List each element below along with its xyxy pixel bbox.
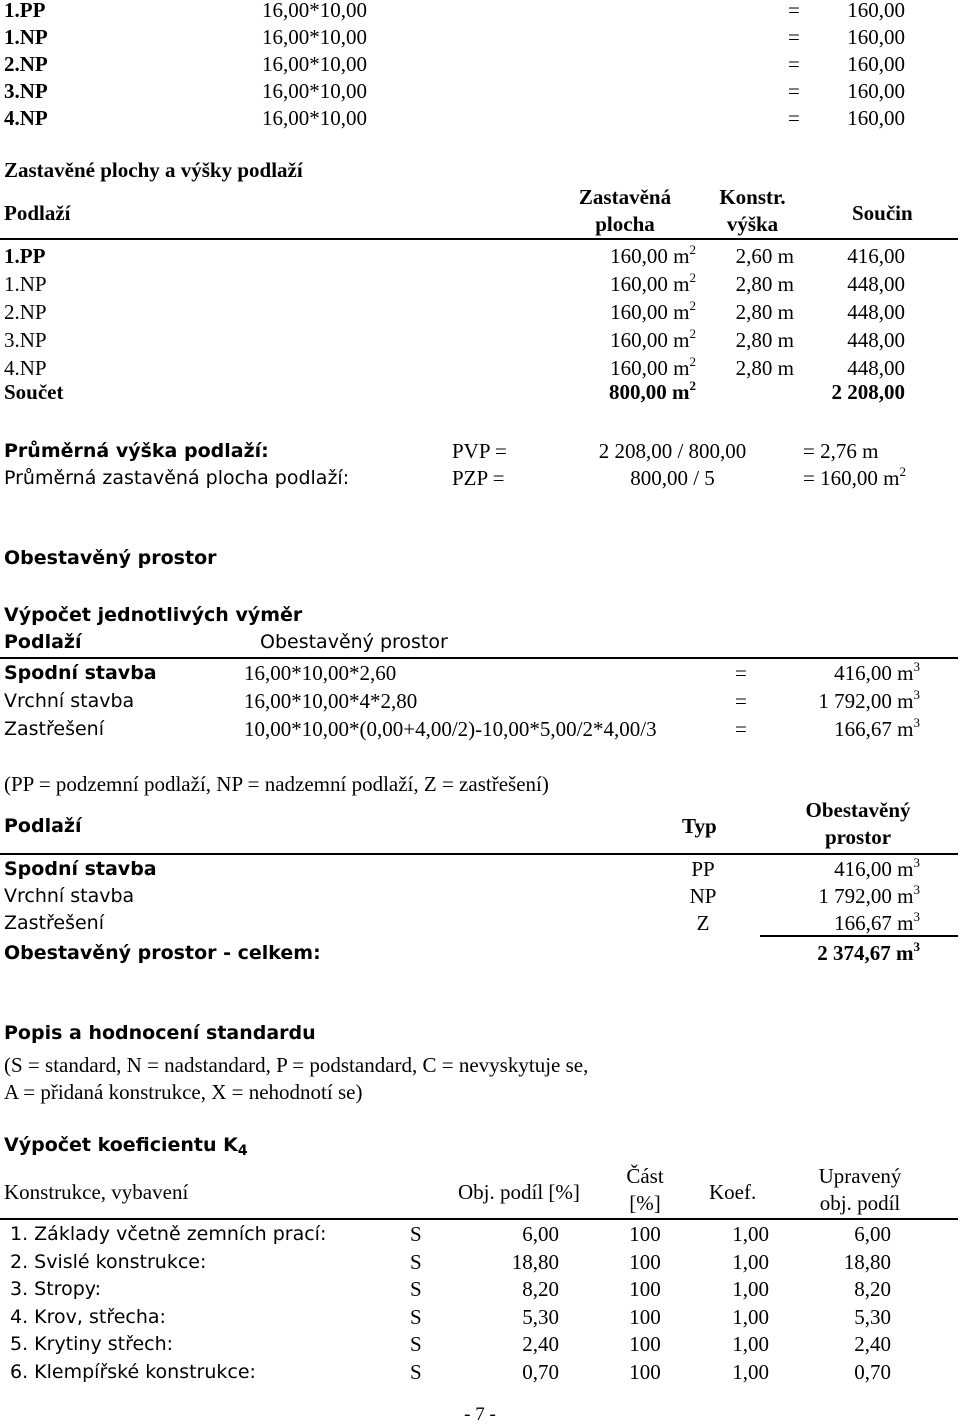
coef-row-share: 2,40 [522,1332,559,1356]
built-row-product: 448,00 [847,328,905,352]
floor-area-value: 160,00 [847,25,905,49]
sum-area: 800,00 $m^2$ [609,378,696,404]
coef-title: Výpočet koeficientu $K_4$ [4,1134,248,1159]
coef-row-std: S [410,1222,422,1246]
pvp-result: = 2,76 m [803,439,879,463]
summary-total-rule [760,935,958,937]
coef-row-std: S [410,1277,422,1301]
built-row-height: 2,80 m [735,300,794,324]
page-number: - 7 - [464,1404,496,1425]
summary-row-type: NP [689,884,717,908]
built-row-product: 448,00 [847,356,905,380]
built-row-area: 160,00 $m^2$ [610,270,696,296]
pzp-result: = 160,00 $m^2$ [803,464,906,490]
floor-area-eq: = [788,25,800,49]
table-rule [0,238,958,240]
built-row-area: 160,00 $m^2$ [610,242,696,268]
built-row-floor: 4.NP [4,356,47,380]
volume-row-eq: = [735,689,747,713]
coef-row-coef: 1,00 [732,1332,769,1356]
coef-rule [0,1218,958,1220]
volume-subtitle: Výpočet jednotlivých výměr [4,604,303,626]
sum-label: Součet [4,380,64,404]
volume-row-eq: = [735,661,747,685]
coef-row-share: 18,80 [511,1249,559,1274]
coef-row-part: 100 [629,1304,661,1329]
built-row-floor: 1.PP [4,244,46,268]
built-row-floor: 2.NP [4,300,47,324]
coef-col-adjusted [800,1163,920,1217]
pvp-formula: 2 208,00 / 800,00 [598,439,747,463]
built-row-height: 2,80 m [735,356,794,380]
floor-area-formula: 16,00*10,00 [262,79,367,103]
coef-row-coef: 1,00 [732,1249,769,1274]
col-header-height-l2: výška [726,212,779,236]
floor-area-label: 4.NP [4,106,48,130]
coef-row-name: 5. Krytiny střech: [10,1333,174,1355]
summary-row-type: PP [691,857,715,881]
pzp-key: PZP = [452,466,505,490]
coef-col-share: Obj. podíl [%] [458,1180,580,1204]
built-row-product: 448,00 [847,272,905,296]
volume-row-name: Spodní stavba [4,662,157,684]
pvp-key: PVP = [452,439,507,463]
coef-row-adjusted: 0,70 [854,1359,891,1384]
col-header-product: Součin [852,201,913,225]
volume-row-value: 1 792,00 $m^3$ [818,687,920,713]
built-row-product: 448,00 [847,300,905,324]
built-row-height: 2,60 m [735,244,794,268]
floor-area-eq: = [788,79,800,103]
coef-col-adj-l1: Upravený [818,1164,902,1188]
floor-area-formula: 16,00*10,00 [262,0,367,22]
volume-col-space: Obestavěný prostor [260,631,448,653]
summary-row-value: 166,67 $m^3$ [834,909,920,935]
coef-row-std: S [410,1359,422,1384]
floor-area-formula: 16,00*10,00 [262,106,367,130]
summary-total-value: 2 374,67 $m^3$ [817,939,920,965]
floor-area-eq: = [788,0,800,22]
pvp-label: Průměrná výška podlaží: [4,440,269,462]
standard-title: Popis a hodnocení standardu [4,1022,316,1044]
coef-row-name: 1. Základy včetně zemních prací: [10,1223,327,1245]
built-row-height: 2,80 m [735,272,794,296]
sum-product: 2 208,00 [831,380,905,404]
built-row-area: 160,00 $m^2$ [610,298,696,324]
built-row-floor: 1.NP [4,272,47,296]
coef-row-name: 4. Krov, střecha: [10,1305,166,1328]
volume-row-formula: 16,00*10,00*2,60 [244,661,397,685]
floor-area-label: 2.NP [4,52,48,76]
coef-row-adjusted: 2,40 [854,1332,891,1356]
coef-col-part [605,1163,685,1217]
summary-row-name: Vrchní stavba [4,885,135,907]
summary-col-space-l1: Obestavěný [805,798,911,822]
coef-row-part: 100 [629,1277,661,1301]
coef-col-part-l2: [%] [629,1191,661,1215]
coef-row-part: 100 [629,1222,661,1246]
floor-area-formula: 16,00*10,00 [262,25,367,49]
coef-row-name: 2. Svislé konstrukce: [10,1250,207,1273]
coef-row-std: S [410,1332,422,1356]
standard-line2: A = přidaná konstrukce, X = nehodnotí se) [4,1080,363,1104]
coef-col-adj-l2: obj. podíl [819,1191,901,1215]
coef-row-part: 100 [629,1249,661,1274]
coef-row-adjusted: 18,80 [843,1249,891,1274]
coef-row-part: 100 [629,1359,661,1384]
built-row-area: 160,00 $m^2$ [610,354,696,380]
summary-col-space-l2: prostor [824,825,892,849]
col-header-height-l1: Konstr. [719,185,786,209]
summary-col-floor: Podlaží [4,815,82,837]
volume-row-value: 166,67 $m^3$ [834,715,920,741]
volume-title: Obestavěný prostor [4,547,217,569]
summary-row-value: 416,00 $m^3$ [834,855,920,881]
volume-row-name: Vrchní stavba [4,690,135,712]
coef-row-share: 6,00 [522,1222,559,1246]
col-header-built-area-l1: Zastavěná [578,185,672,209]
coef-row-adjusted: 8,20 [854,1277,891,1301]
coef-row-std: S [410,1249,422,1274]
col-header-floor: Podlaží [4,201,71,225]
volume-row-eq: = [735,717,747,741]
floor-area-value: 160,00 [847,52,905,76]
coef-row-name: 6. Klempířské konstrukce: [10,1360,256,1383]
coef-row-coef: 1,00 [732,1222,769,1246]
built-area-title: Zastavěné plochy a výšky podlaží [4,158,303,182]
volume-row-formula: 16,00*10,00*4*2,80 [244,689,418,713]
built-row-height: 2,80 m [735,328,794,352]
volume-col-floor: Podlaží [4,631,82,653]
col-header-construction-height [705,184,800,238]
summary-row-name: Zastřešení [4,912,105,934]
volume-rule [0,657,958,659]
floor-area-value: 160,00 [847,79,905,103]
coef-row-coef: 1,00 [732,1359,769,1384]
pzp-label: Průměrná zastavěná plocha podlaží: [4,467,350,489]
summary-total-label: Obestavěný prostor - celkem: [4,942,321,964]
coef-col-construction: Konstrukce, vybavení [4,1180,189,1204]
volume-row-name: Zastřešení [4,718,105,740]
built-row-product: 416,00 [847,244,905,268]
summary-row-value: 1 792,00 $m^3$ [818,882,920,908]
col-header-built-area [560,184,690,238]
summary-rule [0,853,958,855]
built-row-area: 160,00 $m^2$ [610,326,696,352]
col-header-built-area-l2: plocha [595,212,655,236]
summary-col-space [778,797,938,851]
floor-area-eq: = [788,106,800,130]
coef-row-share: 8,20 [522,1277,559,1301]
summary-row-name: Spodní stavba [4,858,157,880]
coef-row-part: 100 [629,1332,661,1356]
coef-row-coef: 1,00 [732,1277,769,1301]
summary-col-type: Typ [682,814,717,838]
floor-area-value: 160,00 [847,106,905,130]
legend-note: (PP = podzemní podlaží, NP = nadzemní podlaží, Z = zastřešení) [4,772,549,796]
floor-area-label: 1.PP [4,0,46,22]
volume-row-formula: 10,00*10,00*(0,00+4,00/2)-10,00*5,00/2*4,00/3 [244,717,657,741]
floor-area-label: 3.NP [4,79,48,103]
floor-area-value: 160,00 [847,0,905,22]
coef-row-std: S [410,1304,422,1329]
coef-col-coef: Koef. [709,1180,757,1204]
floor-area-eq: = [788,52,800,76]
floor-area-formula: 16,00*10,00 [262,52,367,76]
coef-col-part-l1: Část [626,1164,664,1188]
coef-row-adjusted: 5,30 [854,1304,891,1329]
standard-line1: (S = standard, N = nadstandard, P = podstandard, C = nevyskytuje se, [4,1053,589,1077]
coef-row-coef: 1,00 [732,1304,769,1329]
coef-row-share: 5,30 [522,1304,559,1329]
coef-row-share: 0,70 [522,1359,559,1384]
built-row-floor: 3.NP [4,328,47,352]
volume-row-value: 416,00 $m^3$ [834,659,920,685]
coef-row-adjusted: 6,00 [854,1222,891,1246]
pzp-formula: 800,00 / 5 [630,466,715,490]
coef-row-name: 3. Stropy: [10,1278,102,1300]
floor-area-label: 1.NP [4,25,48,49]
summary-row-type: Z [696,911,710,935]
